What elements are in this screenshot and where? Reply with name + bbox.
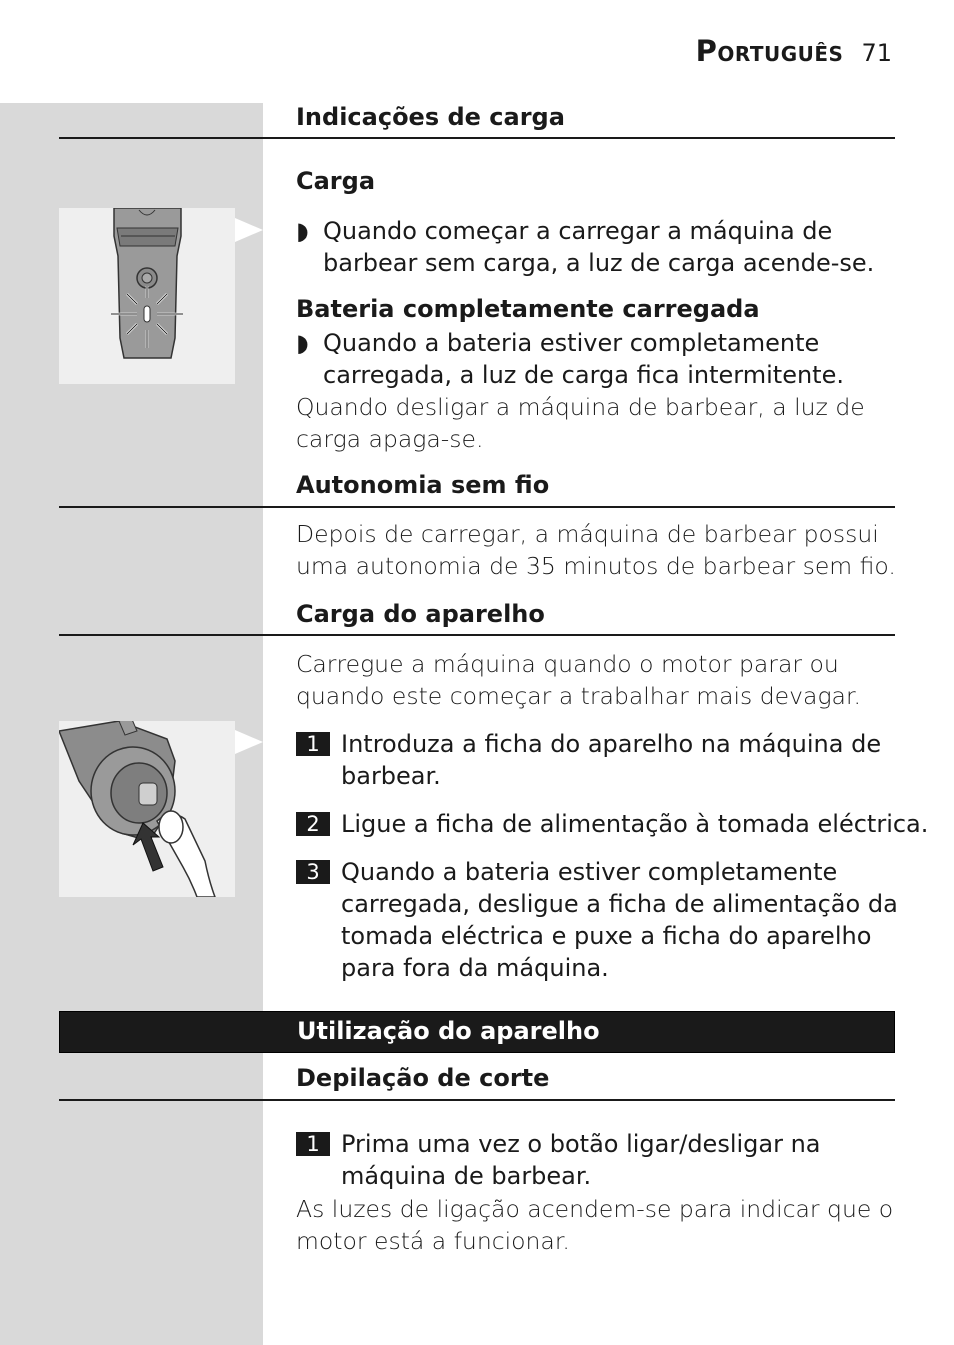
- section-rule: [59, 634, 895, 636]
- step-number: 2: [296, 812, 330, 836]
- plug-in-illustration: [59, 721, 235, 897]
- step-line: Quando a bateria estiver completamente: [341, 858, 838, 886]
- step-line: Prima uma vez o botão ligar/desligar na: [341, 1130, 821, 1158]
- text-line: Carregue a máquina quando o motor parar ou: [296, 650, 839, 678]
- step-line: Introduza a ficha do aparelho na máquina de: [341, 730, 882, 758]
- step-line: carregada, desligue a ficha de alimentação da: [341, 890, 898, 918]
- shaver-charge-light-illustration: [59, 208, 235, 384]
- bullet-line: barbear sem carga, a luz de carga acende-se.: [323, 249, 875, 277]
- section-rule: [59, 506, 895, 508]
- step-number: 3: [296, 860, 330, 884]
- section-rule: [59, 1099, 895, 1101]
- page-header: [696, 34, 892, 68]
- appliance-charge-intro: [296, 648, 896, 712]
- bullet-line: carregada, a luz de carga fica intermitente.: [323, 361, 844, 389]
- section-title-charge-indications: Indicações de carga: [296, 103, 565, 131]
- bullet-line: Quando a bateria estiver completamente: [323, 329, 820, 357]
- text-line: Quando desligar a máquina de barbear, a luz de: [296, 393, 865, 421]
- section-title-shaving: Depilação de corte: [296, 1064, 550, 1092]
- section-rule: [59, 137, 895, 139]
- illustration-pointer: [235, 730, 263, 754]
- step-line: para fora da máquina.: [341, 954, 609, 982]
- text-line: uma autonomia de 35 minutos de barbear sem fio.: [296, 552, 896, 580]
- illustration-pointer: [235, 218, 263, 242]
- bullet-mark-icon: ◗: [296, 329, 309, 357]
- bullet-line: Quando começar a carregar a máquina de: [323, 217, 833, 245]
- text-line: Depois de carregar, a máquina de barbear possui: [296, 520, 879, 548]
- text-line: quando este começar a trabalhar mais devagar.: [296, 682, 861, 710]
- shaving-note: [296, 1193, 896, 1257]
- section-title-cordless: Autonomia sem fio: [296, 471, 550, 499]
- step-line: barbear.: [341, 762, 441, 790]
- subtitle-battery-full: Bateria completamente carregada: [296, 295, 760, 323]
- shaver-light-icon: [59, 208, 235, 384]
- subtitle-charging: Carga: [296, 167, 376, 195]
- text-line: carga apaga-se.: [296, 425, 484, 453]
- plug-icon: [59, 721, 235, 897]
- section-title-appliance-charge: Carga do aparelho: [296, 600, 545, 628]
- step-line: Ligue a ficha de alimentação à tomada eléctrica.: [341, 810, 929, 838]
- page-number: 71: [861, 39, 892, 67]
- step-number: 1: [296, 732, 330, 756]
- step-line: tomada eléctrica e puxe a ficha do aparelho: [341, 922, 872, 950]
- text-line: As luzes de ligação acendem-se para indicar que o: [296, 1195, 894, 1223]
- text-line: motor está a funcionar.: [296, 1227, 570, 1255]
- chapter-band: [59, 1011, 895, 1053]
- bullet-mark-icon: ◗: [296, 217, 309, 245]
- cordless-text: [296, 518, 896, 582]
- note-light-off: [296, 391, 896, 455]
- chapter-title-usage: Utilização do aparelho: [297, 1017, 600, 1045]
- header-language: Português: [695, 34, 844, 68]
- step-number: 1: [296, 1132, 330, 1156]
- step-line: máquina de barbear.: [341, 1162, 592, 1190]
